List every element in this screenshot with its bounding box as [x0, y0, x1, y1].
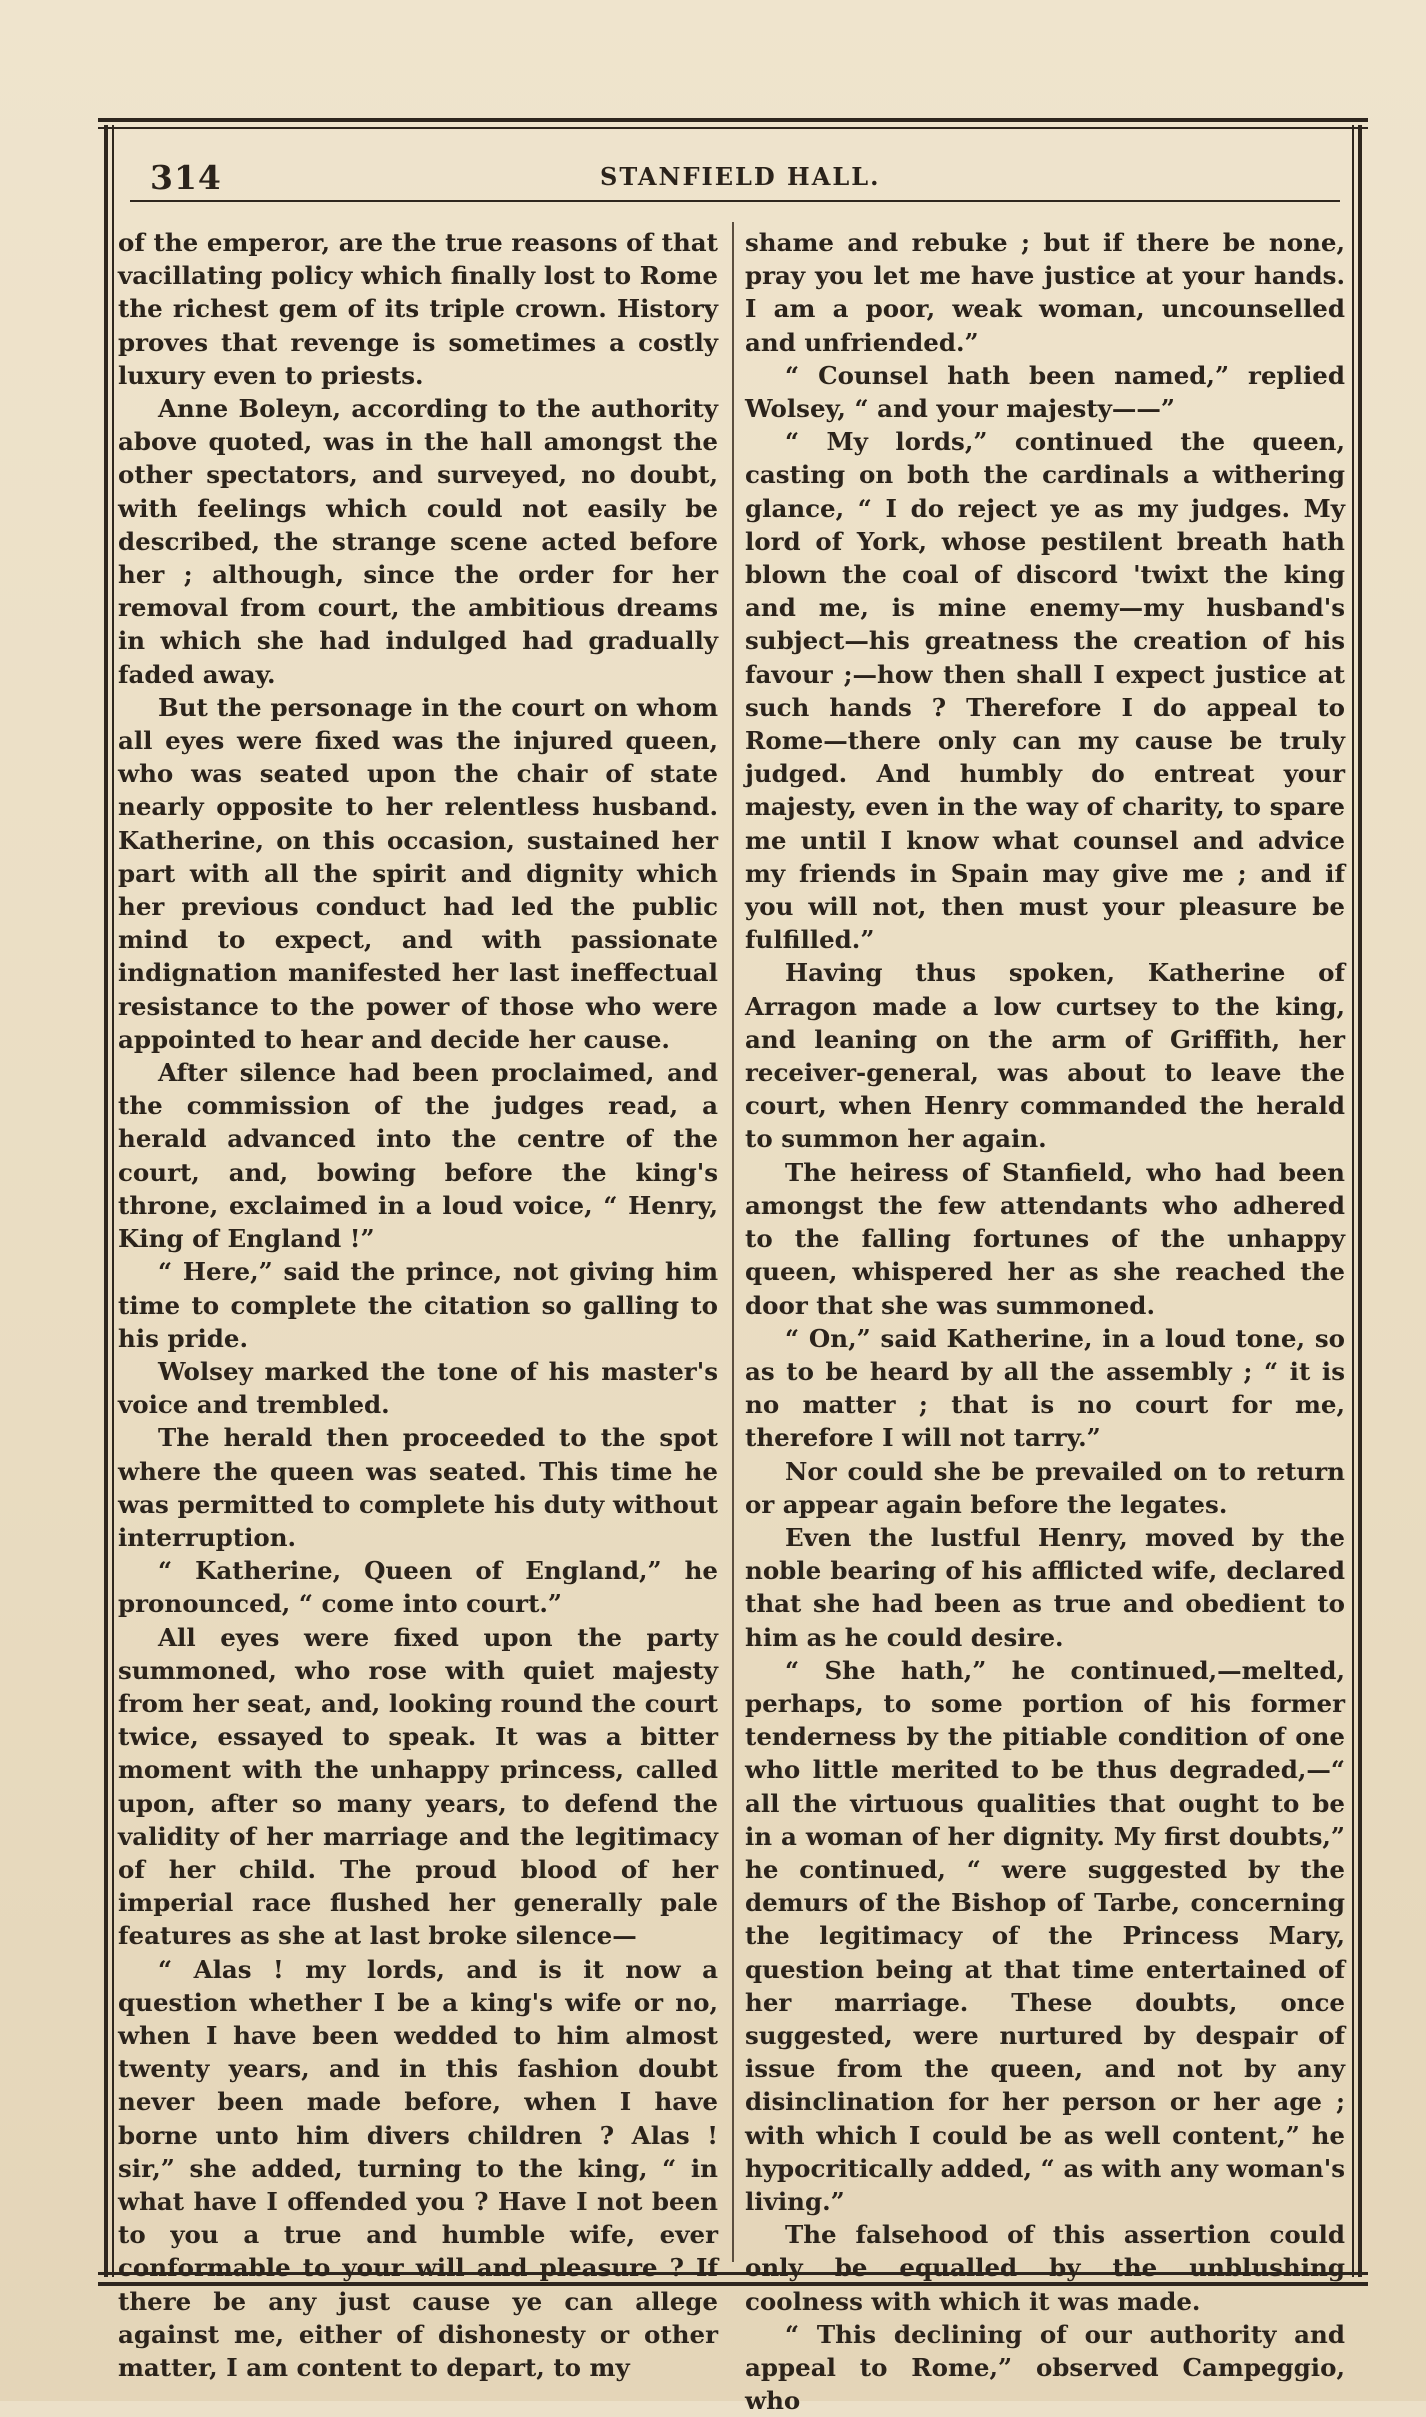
paragraph: Anne Boleyn, according to the authority above quoted, was in the hall amongst the other spectators, and surveyed, no doubt, with feelings which could not easily be described, the strange scene acted before her ; although, since the order for her removal from court, the ambitious dreams in which she had indulged had gradually faded away. — [118, 394, 718, 689]
left-border-rule — [104, 125, 108, 2277]
paragraph: Nor could she be prevailed on to return or appear again before the legates. — [745, 1456, 1345, 1519]
right-column — [745, 226, 1345, 2417]
page-number: 314 — [150, 158, 222, 197]
paragraph: “ On,” said Katherine, in a loud tone, so as to be heard by all the assembly ; “ it is no matter ; that is no court for me, therefore I will not tarry.” — [745, 1323, 1345, 1453]
header-rule — [130, 200, 1340, 202]
paragraph: But the personage in the court on whom all eyes were fixed was the injured queen, who was seated upon the chair of state nearly opposite to her relentless husband. Katherine, on this occasion, sustained her part with all the spirit and dignity which her previous conduct had led the public mind to expect, and with passionate indignation manifested her last ineffectual resistance to the power of those who were appointed to hear and decide her cause. — [118, 692, 718, 1054]
right-border-rule-thin — [1352, 125, 1354, 2277]
paragraph: shame and rebuke ; but if there be none, pray you let me have justice at your hands. I am a poor, weak woman, uncounselled and unfriended.” — [745, 228, 1345, 357]
paragraph: “ Alas ! my lords, and is it now a question whether I be a king's wife or no, when I have been wedded to him almost twenty years, and in this fashion doubt never been made before, when I have borne unto him divers children ? Alas ! sir,” she added, turning to the king, “ in what have I offended you ? Have I not been to you a true and humble wife, ever conformable to your will and pleasure ? If there be any just cause ye can allege against me, either of dishonesty or other matter, I am content to depart, to my — [118, 1954, 718, 2382]
paragraph: “ She hath,” he continued,—melted, perhaps, to some portion of his former tenderness by the pitiable condition of one who little merited to be thus degraded,—“ all the virtuous qualities that ought to be in a woman of her dignity. My first doubts,” he continued, “ were suggested by the demurs of the Bishop of Tarbe, concerning the legitimacy of the Princess Mary, question being at that time entertained of her marriage. These doubts, once suggested, were nurtured by despair of issue from the queen, and not by any disinclination for her person or her age ; with which I could be as well content,” he hypocritically added, “ as with any woman's living.” — [745, 1655, 1345, 2216]
top-border-rule — [98, 118, 1368, 122]
paragraph: The herald then proceeded to the spot where the queen was seated. This time he was permitted to complete his duty without interruption. — [118, 1423, 718, 1552]
paragraph: Wolsey marked the tone of his master's voice and trembled. — [118, 1356, 718, 1420]
paragraph: The falsehood of this assertion could only be equalled by the unblushing coolness with which it was made. — [745, 2220, 1345, 2316]
running-title: STANFIELD HALL. — [600, 162, 881, 191]
right-border-rule — [1358, 125, 1362, 2277]
paragraph: “ Here,” said the prince, not giving him time to complete the citation so galling to his pride. — [118, 1257, 718, 1353]
left-border-rule-thin — [112, 125, 114, 2277]
paragraph: After silence had been proclaimed, and the commission of the judges read, a herald advanced into the centre of the court, and, bowing before the king's throne, exclaimed in a loud voice, “ Henry, King of England !” — [118, 1058, 718, 1254]
paragraph: “ My lords,” continued the queen, casting on both the cardinals a withering glance, “ I do reject ye as my judges. My lord of York, whose pestilent breath hath blown the coal of discord 'twixt the king and me, is mine enemy—my husband's subject—his greatness the creation of his favour ;—how then shall I expect justice at such hands ? Therefore I do appeal to Rome—there only can my cause be truly judged. And humbly do entreat your majesty, even in the way of charity, to spare me until I know what counsel and advice my friends in Spain may give me ; and if you will not, then must your pleasure be fulfilled.” — [745, 427, 1345, 955]
column-divider — [732, 222, 734, 2262]
paragraph: of the emperor, are the true reasons of that vacillating policy which finally lost to Rome the richest gem of its triple crown. History proves that revenge is sometimes a costly luxury even to priests. — [118, 228, 718, 390]
top-border-rule-thin — [98, 127, 1368, 129]
paragraph: The heiress of Stanfield, who had been amongst the few attendants who adhered to the falling fortunes of the unhappy queen, whispered her as she reached the door that she was summoned. — [745, 1157, 1345, 1320]
paragraph: “ Katherine, Queen of England,” he pronounced, “ come into court.” — [118, 1556, 718, 1619]
paragraph: Having thus spoken, Katherine of Arragon made a low curtsey to the king, and leaning on the arm of Griffith, her receiver-general, was about to leave the court, when Henry commanded the herald to summon her again. — [745, 958, 1345, 1154]
paragraph: “ Counsel hath been named,” replied Wolsey, “ and your majesty——” — [745, 360, 1345, 424]
paragraph: All eyes were fixed upon the party summoned, who rose with quiet majesty from her seat, and, looking round the court twice, essayed to speak. It was a bitter moment with the unhappy princess, called upon, after so many years, to defend the validity of her marriage and the legitimacy of her child. The proud blood of her imperial race flushed her generally pale features as she at last broke silence— — [118, 1622, 718, 1951]
paragraph: Even the lustful Henry, moved by the noble bearing of his afflicted wife, declared that she had been as true and obedient to him as he could desire. — [745, 1522, 1345, 1652]
paragraph: “ This declining of our authority and appeal to Rome,” observed Campeggio, who — [745, 2319, 1345, 2416]
left-column — [118, 226, 718, 2384]
